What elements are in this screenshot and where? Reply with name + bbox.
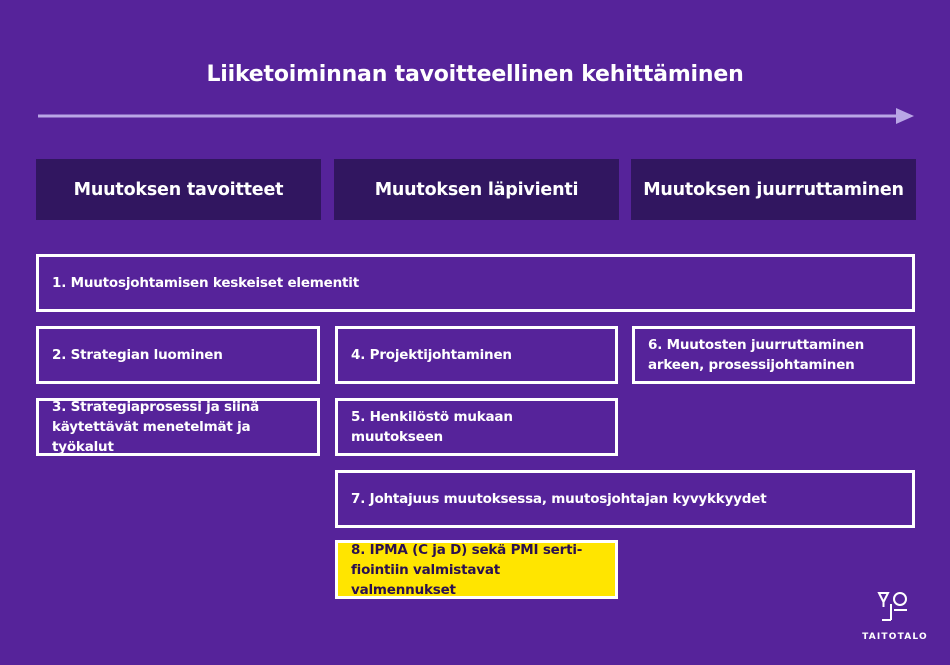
taitotalo-logo-text: TAITOTALO (862, 632, 928, 642)
box-6-juurruttaminen (632, 326, 915, 384)
taitotalo-logo-icon (876, 590, 912, 624)
box-4-projektijohtaminen (335, 326, 618, 384)
box-2-strategian-luominen (36, 326, 320, 384)
box-6-label-line1: 6. Muutosten juurruttaminen (648, 337, 865, 353)
diagram-title: Liiketoiminnan tavoitteellinen kehittäminen (206, 62, 744, 87)
box-8-ipma-pmi (335, 540, 618, 599)
box-1-muutosjohtamisen-elementit (36, 254, 915, 312)
box-1-label: 1. Muutosjohtamisen keskeiset elementit (52, 275, 359, 291)
progress-arrow (38, 106, 914, 126)
box-5-henkilosto (335, 398, 618, 456)
box-3-label-line2: käytettävät menetelmät ja työkalut (52, 419, 251, 455)
box-3-strategiaprosessi (36, 398, 320, 456)
box-2-label: 2. Strategian luominen (52, 347, 223, 363)
column-header-lapivienti: Muutoksen läpivienti (334, 159, 619, 220)
box-8-label-line1: 8. IPMA (C ja D) sekä PMI serti- (351, 541, 583, 558)
box-6-label-line2: arkeen, prosessijohtaminen (648, 357, 855, 373)
box-7-johtajuus (335, 470, 915, 528)
box-8-label-line2: fiointiin valmistavat valmennukset (351, 561, 501, 598)
column-header-juurruttaminen: Muutoksen juurruttaminen (631, 159, 916, 220)
column-header-tavoitteet: Muutoksen tavoitteet (36, 159, 321, 220)
box-3-label-line1: 3. Strategiaprosessi ja siinä (52, 399, 260, 415)
box-5-label: 5. Henkilöstö mukaan muutokseen (351, 409, 513, 445)
box-7-label: 7. Johtajuus muutoksessa, muutosjohtajan kyvykkyydet (351, 491, 767, 507)
box-4-label: 4. Projektijohtaminen (351, 347, 512, 363)
